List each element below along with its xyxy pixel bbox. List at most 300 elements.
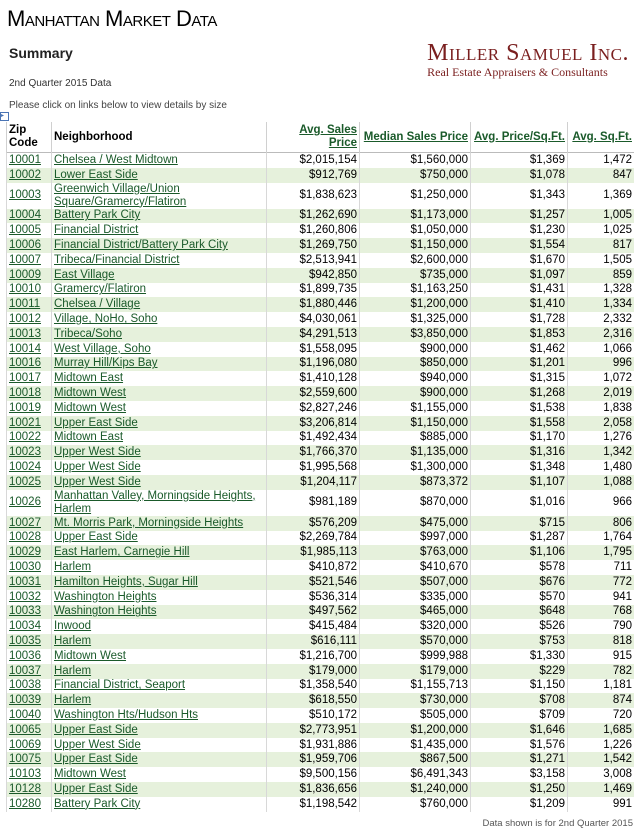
median-sales-cell: $410,670 [360, 560, 471, 575]
avg-psf-cell: $526 [471, 619, 568, 634]
table-row [7, 386, 635, 401]
avg-psf-cell: $1,853 [471, 327, 568, 342]
zip-cell[interactable] [7, 253, 52, 268]
avg-sales-cell: $1,931,886 [267, 738, 360, 753]
zip-cell[interactable] [7, 327, 52, 342]
avg-sqft-link[interactable]: Avg. Sq.Ft. [572, 130, 632, 143]
neighborhood-cell[interactable] [52, 767, 267, 782]
avg-sqft-cell: 1,838 [568, 401, 635, 416]
neighborhood-cell[interactable] [52, 516, 267, 531]
neighborhood-cell[interactable] [52, 752, 267, 767]
avg-sales-cell: $415,484 [267, 619, 360, 634]
avg-sales-cell: $521,546 [267, 575, 360, 590]
zip-cell[interactable] [7, 634, 52, 649]
table-row [7, 153, 635, 168]
table-row [7, 475, 635, 490]
avg-sales-cell: $410,872 [267, 560, 360, 575]
zip-link[interactable]: 10069 [9, 738, 41, 751]
table-row [7, 767, 635, 782]
table-row [7, 575, 635, 590]
zip-cell[interactable] [7, 723, 52, 738]
zip-cell[interactable] [7, 545, 52, 560]
zip-cell[interactable] [7, 679, 52, 694]
neighborhood-cell[interactable] [52, 283, 267, 298]
zip-link[interactable]: 10004 [9, 209, 41, 222]
table-row [7, 664, 635, 679]
avg-sqft-header[interactable] [568, 122, 635, 153]
neighborhood-link[interactable]: Village, NoHo, Soho [54, 313, 158, 326]
median-sales-cell: $1,173,000 [360, 209, 471, 224]
neighborhood-cell[interactable] [52, 416, 267, 431]
median-sales-header[interactable] [360, 122, 471, 153]
median-sales-cell: $3,850,000 [360, 327, 471, 342]
avg-psf-cell: $1,558 [471, 416, 568, 431]
table-row [7, 183, 635, 209]
table-row [7, 209, 635, 224]
neighborhood-cell[interactable] [52, 649, 267, 664]
zip-cell[interactable] [7, 238, 52, 253]
avg-sqft-cell: 772 [568, 575, 635, 590]
avg-sales-cell: $1,196,080 [267, 357, 360, 372]
zip-cell[interactable] [7, 283, 52, 298]
zip-link[interactable]: 10003 [9, 189, 41, 202]
zip-link[interactable]: 10022 [9, 431, 41, 444]
avg-psf-cell: $753 [471, 634, 568, 649]
neighborhood-cell[interactable] [52, 634, 267, 649]
neighborhood-cell[interactable] [52, 183, 267, 209]
table-row [7, 342, 635, 357]
neighborhood-link[interactable]: Harlem [54, 664, 92, 677]
table-row [7, 590, 635, 605]
zip-link[interactable]: 10280 [9, 797, 41, 810]
neighborhood-cell[interactable] [52, 253, 267, 268]
avg-sales-cell: $1,836,656 [267, 782, 360, 797]
neighborhood-link[interactable]: Hamilton Heights, Sugar Hill [54, 575, 198, 588]
neighborhood-link[interactable]: Manhattan Valley, Morningside Heights, Harlem [54, 489, 256, 515]
market-data-table [6, 122, 634, 812]
neighborhood-cell[interactable] [52, 545, 267, 560]
table-row [7, 797, 635, 812]
zip-cell[interactable] [7, 342, 52, 357]
neighborhood-cell[interactable] [52, 693, 267, 708]
neighborhood-cell[interactable] [52, 401, 267, 416]
zip-cell[interactable] [7, 460, 52, 475]
avg-sqft-cell: 818 [568, 634, 635, 649]
zip-cell[interactable] [7, 797, 52, 812]
zip-cell[interactable] [7, 431, 52, 446]
page-title: Manhattan Market Data [7, 6, 217, 31]
median-sales-cell: $1,250,000 [360, 183, 471, 209]
avg-sales-cell: $912,769 [267, 168, 360, 183]
zip-cell[interactable] [7, 708, 52, 723]
neighborhood-link[interactable]: Upper West Side [54, 475, 141, 488]
zip-cell[interactable] [7, 619, 52, 634]
table-row [7, 782, 635, 797]
zip-link[interactable]: 10002 [9, 168, 41, 181]
zip-cell[interactable] [7, 767, 52, 782]
zip-link[interactable]: 10024 [9, 461, 41, 474]
avg-sales-cell: $1,838,623 [267, 183, 360, 209]
neighborhood-cell[interactable] [52, 238, 267, 253]
neighborhood-cell[interactable] [52, 153, 267, 168]
neighborhood-link[interactable]: Upper East Side [54, 416, 138, 429]
avg-sales-cell: $576,209 [267, 516, 360, 531]
neighborhood-link[interactable]: West Village, Soho [54, 342, 151, 355]
neighborhood-cell[interactable] [52, 223, 267, 238]
zip-cell[interactable] [7, 782, 52, 797]
zip-cell[interactable] [7, 153, 52, 168]
neighborhood-link[interactable]: Harlem [54, 561, 92, 574]
zip-link[interactable]: 10009 [9, 268, 41, 281]
zip-cell[interactable] [7, 223, 52, 238]
avg-sales-cell: $2,015,154 [267, 153, 360, 168]
zip-cell[interactable] [7, 386, 52, 401]
median-sales-link[interactable]: Median Sales Price [363, 130, 468, 143]
avg-psf-cell: $1,431 [471, 283, 568, 298]
avg-psf-cell: $229 [471, 664, 568, 679]
avg-sqft-cell: 2,332 [568, 312, 635, 327]
zip-link[interactable]: 10033 [9, 605, 41, 618]
neighborhood-link[interactable]: Battery Park City [54, 797, 141, 810]
neighborhood-link[interactable]: Financial District [54, 224, 139, 237]
neighborhood-link[interactable]: Tribeca/Soho [54, 327, 122, 340]
zip-link[interactable]: 10001 [9, 153, 41, 166]
neighborhood-link[interactable]: Chelsea / Village [54, 298, 141, 311]
avg-psf-cell: $1,271 [471, 752, 568, 767]
zip-link[interactable]: 10012 [9, 313, 41, 326]
avg-psf-cell: $1,343 [471, 183, 568, 209]
zip-link[interactable]: 10023 [9, 446, 41, 459]
summary-heading: Summary [9, 45, 73, 61]
avg-sales-header[interactable] [267, 122, 360, 153]
zip-link[interactable]: 10037 [9, 664, 41, 677]
neighborhood-cell[interactable] [52, 312, 267, 327]
zip-cell[interactable] [7, 475, 52, 490]
table-row [7, 693, 635, 708]
neighborhood-cell[interactable] [52, 782, 267, 797]
table-row [7, 560, 635, 575]
avg-sqft-cell: 1,226 [568, 738, 635, 753]
table-row [7, 253, 635, 268]
neighborhood-cell[interactable] [52, 664, 267, 679]
median-sales-cell: $1,135,000 [360, 445, 471, 460]
zip-link[interactable]: 10016 [9, 357, 41, 370]
neighborhood-cell[interactable] [52, 679, 267, 694]
neighborhood-cell[interactable] [52, 168, 267, 183]
avg-psf-cell: $1,287 [471, 531, 568, 546]
zip-cell[interactable] [7, 490, 52, 516]
avg-psf-cell: $1,670 [471, 253, 568, 268]
logo-tagline: Real Estate Appraisers & Consultants [427, 65, 608, 79]
zip-link[interactable]: 10019 [9, 401, 41, 414]
zip-link[interactable]: 10030 [9, 561, 41, 574]
neighborhood-link[interactable]: Battery Park City [54, 209, 141, 222]
avg-sales-cell: $510,172 [267, 708, 360, 723]
zip-cell[interactable] [7, 312, 52, 327]
median-sales-cell: $873,372 [360, 475, 471, 490]
zip-link[interactable]: 10035 [9, 635, 41, 647]
neighborhood-link[interactable]: Upper West Side [54, 446, 141, 459]
avg-sqft-cell: 1,088 [568, 475, 635, 490]
neighborhood-cell[interactable] [52, 342, 267, 357]
median-sales-cell: $735,000 [360, 268, 471, 283]
median-sales-cell: $997,000 [360, 531, 471, 546]
table-row [7, 619, 635, 634]
neighborhood-link[interactable]: Washington Heights [54, 590, 157, 603]
neighborhood-link[interactable]: Upper East Side [54, 723, 138, 736]
avg-sqft-cell: 874 [568, 693, 635, 708]
neighborhood-link[interactable]: Inwood [54, 620, 92, 633]
zip-link[interactable]: 10031 [9, 575, 41, 588]
median-sales-cell: $885,000 [360, 431, 471, 446]
avg-psf-cell: $570 [471, 590, 568, 605]
zip-cell[interactable] [7, 560, 52, 575]
neighborhood-link[interactable]: Harlem [54, 694, 92, 707]
zip-link[interactable]: 10038 [9, 679, 41, 692]
neighborhood-cell[interactable] [52, 460, 267, 475]
instruction-text: Please click on links below to view details by size [9, 100, 227, 111]
neighborhood-cell[interactable] [52, 431, 267, 446]
avg-sales-cell: $1,262,690 [267, 209, 360, 224]
zip-cell[interactable] [7, 649, 52, 664]
avg-psf-link[interactable]: Avg. Price/Sq.Ft. [474, 130, 565, 143]
table-row [7, 445, 635, 460]
avg-sqft-cell: 1,472 [568, 153, 635, 168]
table-row [7, 312, 635, 327]
zip-link[interactable]: 10103 [9, 768, 41, 781]
avg-sqft-cell: 1,342 [568, 445, 635, 460]
neighborhood-cell[interactable] [52, 490, 267, 516]
avg-sqft-cell: 1,005 [568, 209, 635, 224]
zip-cell[interactable] [7, 401, 52, 416]
avg-sqft-cell: 2,316 [568, 327, 635, 342]
zip-link[interactable]: 10032 [9, 590, 41, 603]
table-row [7, 327, 635, 342]
table-row [7, 490, 635, 516]
neighborhood-cell[interactable] [52, 386, 267, 401]
median-sales-cell: $1,200,000 [360, 723, 471, 738]
median-sales-cell: $1,560,000 [360, 153, 471, 168]
neighborhood-cell[interactable] [52, 371, 267, 386]
zip-link[interactable]: 10034 [9, 620, 41, 633]
neighborhood-cell[interactable] [52, 590, 267, 605]
neighborhood-cell[interactable] [52, 797, 267, 812]
avg-sqft-cell: 2,019 [568, 386, 635, 401]
neighborhood-link[interactable]: East Harlem, Carnegie Hill [54, 546, 190, 559]
zip-link[interactable]: 10010 [9, 283, 41, 296]
zip-cell[interactable] [7, 297, 52, 312]
avg-psf-cell: $1,097 [471, 268, 568, 283]
quarter-label: 2nd Quarter 2015 Data [9, 78, 112, 89]
avg-sales-cell: $981,189 [267, 490, 360, 516]
zip-cell[interactable] [7, 416, 52, 431]
neighborhood-cell[interactable] [52, 560, 267, 575]
neighborhood-link[interactable]: Midtown East [54, 431, 124, 444]
median-sales-cell: $570,000 [360, 634, 471, 649]
zip-link[interactable]: 10028 [9, 531, 41, 544]
neighborhood-cell[interactable] [52, 605, 267, 620]
neighborhood-cell[interactable] [52, 327, 267, 342]
neighborhood-link[interactable]: Financial District/Battery Park City [54, 239, 228, 252]
avg-sales-cell: $1,766,370 [267, 445, 360, 460]
avg-sqft-cell: 915 [568, 649, 635, 664]
avg-sales-cell: $3,206,814 [267, 416, 360, 431]
zip-cell[interactable] [7, 531, 52, 546]
zip-link[interactable]: 10065 [9, 723, 41, 736]
avg-sales-cell: $4,291,513 [267, 327, 360, 342]
neighborhood-cell[interactable] [52, 268, 267, 283]
avg-sqft-cell: 817 [568, 238, 635, 253]
zip-link[interactable]: 10027 [9, 516, 41, 529]
neighborhood-link[interactable]: Upper West Side [54, 738, 141, 751]
avg-psf-cell: $708 [471, 693, 568, 708]
neighborhood-link[interactable]: Murray Hill/Kips Bay [54, 357, 158, 370]
neighborhood-cell[interactable] [52, 575, 267, 590]
neighborhood-link[interactable]: Midtown West [54, 401, 127, 414]
neighborhood-cell[interactable] [52, 708, 267, 723]
zip-link[interactable]: 10029 [9, 546, 41, 559]
zip-link[interactable]: 10128 [9, 782, 41, 795]
neighborhood-cell[interactable] [52, 357, 267, 372]
zip-cell[interactable] [7, 516, 52, 531]
median-sales-cell: $1,163,250 [360, 283, 471, 298]
neighborhood-link[interactable]: Upper East Side [54, 531, 138, 544]
table-row [7, 723, 635, 738]
table-row [7, 634, 635, 649]
zip-link[interactable]: 10036 [9, 649, 41, 662]
zip-link[interactable]: 10017 [9, 372, 41, 385]
avg-sqft-cell: 941 [568, 590, 635, 605]
avg-psf-cell: $1,538 [471, 401, 568, 416]
neighborhood-header: Neighborhood [52, 122, 267, 153]
neighborhood-link[interactable]: Greenwich Village/Union Square/Gramercy/Flatiron [54, 182, 187, 208]
median-sales-cell: $1,300,000 [360, 460, 471, 475]
avg-sales-cell: $2,773,951 [267, 723, 360, 738]
zip-cell[interactable] [7, 575, 52, 590]
neighborhood-link[interactable]: Upper East Side [54, 753, 138, 766]
neighborhood-cell[interactable] [52, 619, 267, 634]
zip-link[interactable]: 10011 [9, 298, 41, 311]
avg-sales-cell: $1,410,128 [267, 371, 360, 386]
zip-cell[interactable] [7, 445, 52, 460]
neighborhood-cell[interactable] [52, 209, 267, 224]
median-sales-cell: $760,000 [360, 797, 471, 812]
median-sales-cell: $1,155,713 [360, 679, 471, 694]
zip-cell[interactable] [7, 664, 52, 679]
avg-sqft-cell: 1,328 [568, 283, 635, 298]
neighborhood-cell[interactable] [52, 738, 267, 753]
median-sales-cell: $1,325,000 [360, 312, 471, 327]
avg-psf-header[interactable] [471, 122, 568, 153]
median-sales-cell: $1,240,000 [360, 782, 471, 797]
avg-psf-cell: $578 [471, 560, 568, 575]
avg-psf-cell: $709 [471, 708, 568, 723]
zip-link[interactable]: 10040 [9, 708, 41, 721]
neighborhood-link[interactable]: Gramercy/Flatiron [54, 283, 147, 296]
avg-sqft-cell: 1,795 [568, 545, 635, 560]
zip-link[interactable]: 10014 [9, 342, 41, 355]
neighborhood-link[interactable]: Washington Heights [54, 605, 157, 618]
zip-cell[interactable] [7, 183, 52, 209]
table-row [7, 545, 635, 560]
table-row [7, 283, 635, 298]
avg-sales-link[interactable]: Avg. Sales Price [299, 124, 357, 149]
neighborhood-link[interactable]: Lower East Side [54, 168, 138, 181]
neighborhood-link[interactable]: Midtown East [54, 372, 124, 385]
zip-cell[interactable] [7, 693, 52, 708]
zip-link[interactable]: 10021 [9, 416, 41, 429]
neighborhood-link[interactable]: Mt. Morris Park, Morningside Heights [54, 516, 244, 529]
table-row [7, 605, 635, 620]
avg-psf-cell: $1,348 [471, 460, 568, 475]
zip-cell[interactable] [7, 605, 52, 620]
zip-cell[interactable] [7, 738, 52, 753]
zip-cell[interactable] [7, 168, 52, 183]
neighborhood-link[interactable]: Upper East Side [54, 782, 138, 795]
table-row [7, 401, 635, 416]
expand-icon[interactable]: ▸ [0, 112, 9, 121]
zip-link[interactable]: 10075 [9, 753, 41, 766]
avg-psf-cell: $1,728 [471, 312, 568, 327]
table-row [7, 679, 635, 694]
zip-link[interactable]: 10026 [9, 496, 41, 509]
zip-cell[interactable] [7, 209, 52, 224]
median-sales-cell: $870,000 [360, 490, 471, 516]
neighborhood-cell[interactable] [52, 475, 267, 490]
avg-sqft-cell: 1,334 [568, 297, 635, 312]
zip-link[interactable]: 10025 [9, 475, 41, 488]
neighborhood-link[interactable]: Financial District, Seaport [54, 679, 186, 692]
zip-cell[interactable] [7, 371, 52, 386]
zip-link[interactable]: 10007 [9, 253, 41, 266]
median-sales-cell: $505,000 [360, 708, 471, 723]
neighborhood-link[interactable]: East Village [54, 268, 115, 281]
avg-sales-cell: $1,959,706 [267, 752, 360, 767]
zip-link[interactable]: 10039 [9, 694, 41, 707]
zip-link[interactable]: 10018 [9, 387, 41, 400]
median-sales-cell: $320,000 [360, 619, 471, 634]
neighborhood-link[interactable]: Chelsea / West Midtown [54, 153, 178, 166]
zip-cell[interactable] [7, 268, 52, 283]
neighborhood-link[interactable]: Washington Hts/Hudson Hts [54, 708, 199, 721]
neighborhood-cell[interactable] [52, 531, 267, 546]
zip-cell[interactable] [7, 590, 52, 605]
neighborhood-cell[interactable] [52, 445, 267, 460]
neighborhood-cell[interactable] [52, 297, 267, 312]
zip-cell[interactable] [7, 752, 52, 767]
zip-cell[interactable] [7, 357, 52, 372]
neighborhood-link[interactable]: Upper West Side [54, 461, 141, 474]
neighborhood-link[interactable]: Midtown West [54, 768, 127, 781]
neighborhood-link[interactable]: Midtown West [54, 649, 127, 662]
table-row [7, 708, 635, 723]
avg-sales-cell: $4,030,061 [267, 312, 360, 327]
zip-link[interactable]: 10005 [9, 224, 41, 237]
avg-sqft-cell: 2,058 [568, 416, 635, 431]
zip-link[interactable]: 10006 [9, 239, 41, 252]
median-sales-cell: $900,000 [360, 386, 471, 401]
avg-psf-cell: $1,250 [471, 782, 568, 797]
neighborhood-cell[interactable] [52, 723, 267, 738]
median-sales-cell: $730,000 [360, 693, 471, 708]
neighborhood-link[interactable]: Midtown West [54, 387, 127, 400]
neighborhood-link[interactable]: Tribeca/Financial District [54, 253, 180, 266]
avg-psf-cell: $1,230 [471, 223, 568, 238]
table-row [7, 268, 635, 283]
zip-link[interactable]: 10013 [9, 327, 41, 340]
neighborhood-link[interactable]: Harlem [54, 635, 92, 647]
avg-sales-cell: $2,559,600 [267, 386, 360, 401]
